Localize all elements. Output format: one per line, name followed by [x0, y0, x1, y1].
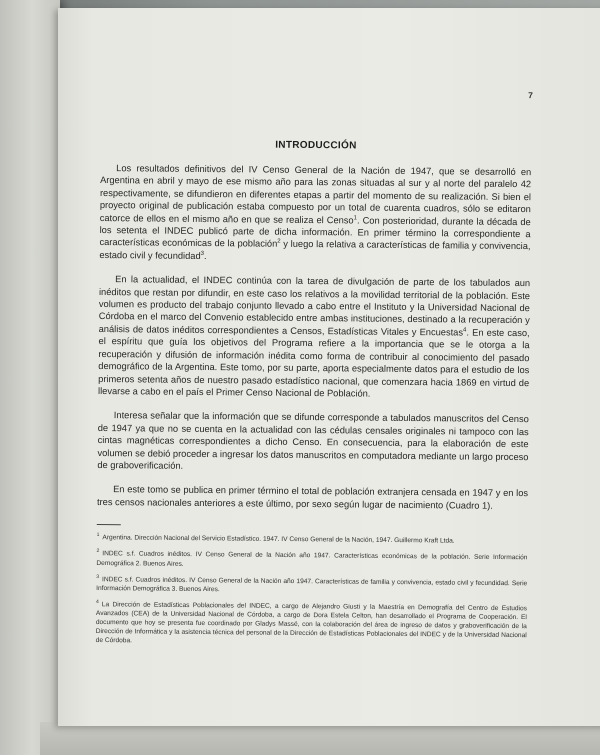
- footnote-ref-2: 2: [277, 239, 281, 246]
- footnote-ref-3: 3: [200, 250, 205, 257]
- paragraph-3-text: Interesa señalar que la información que se difunde corresponde a tabulados manuscritos del Censo de 1947 ya que no se cuenta en la actualidad con las cédulas censales originales ni tampoco con las cintas magnéticas correspondientes a dicho Censo. En consecuencia, para la elaboración de este volumen se debió proceder a ingresar los datos manuscritos en computadora mediante un largo proceso de graboverificación.: [97, 410, 529, 471]
- page-title: INTRODUCCIÓN: [275, 139, 357, 152]
- paragraph-1-part-b: . Con posterioridad, durante la década de los setenta el INDEC publicó parte de dicha información. En primer término la correspondiente a características económicas de la población: [99, 215, 531, 250]
- footnote-1-text: Argentina. Dirección Nacional del Servicio Estadístico. 1947. IV Censo General de la Nación, 1947. Guillermo Kraft Ltda.: [102, 534, 455, 545]
- footnote-4: [96, 598, 527, 649]
- paragraph-2-part-a: En la actualidad, el INDEC continúa con la tarea de divulgación de parte de los tabulados aun inéditos que restan por difundir, en este caso los relativos a la movilidad territorial de la población. Este volumen es producto del trabajo conjunto llevado a cabo entre el Instituto y la Universidad Nacional de Córdoba en el marco del Convenio establecido entre ambas instituciones, destinado a la recuperación y análisis de datos inéditos correspondientes a Censos, Estadísticas Vitales y Encuestas: [98, 274, 531, 338]
- footnote-4-text: La Dirección de Estadísticas Poblacionales del INDEC, a cargo de Alejandro Giusti y la Maestría en Demografía del Centro de Estudios Avanzados (CEA) de la Universidad Nacional de Córdoba, a cargo de Dora Estela Celton, han desarrollado el Programa de Cooperación. El documento que hoy se presenta fue coordinado por Gladys Massé, con la colaboración del área de ingreso de datos y graboverificación de la Dirección de Informática y la asistencia técnica del personal de la Dirección de Estadísticas Poblacionales del INDEC y de la Universidad Nacional de Córdoba.: [95, 600, 528, 645]
- footnote-2-mark: 2: [96, 548, 100, 555]
- page-number: 7: [528, 90, 533, 101]
- footnote-4-mark: 4: [96, 598, 99, 605]
- left-page-edge: [0, 0, 60, 755]
- paragraph-1: [99, 162, 531, 265]
- footnote-2-text: INDEC s.f. Cuadros inéditos. IV Censo General de la Nación año 1947. Características económicas de la población. Serie Información Demográfica 2. Buenos Aires.: [96, 550, 528, 568]
- paragraph-3: [97, 409, 529, 475]
- footnote-1-mark: 1: [96, 532, 100, 539]
- paragraph-1-part-a: Los resultados definitivos del IV Censo General de la Nación de 1947, que se desarrolló en Argentina en abril y mayo de ese mismo año para las zonas situadas al sur y al norte del paralelo 42 respectivamente, se difundieron en diferentes etapas a partir del momento de su realización. Si bien el proyecto original de publicación estaba compuesto por un total de cuarenta cuadros, sólo se editaron catorce de ellos en el mismo año en que se realiza el Censo: [99, 163, 532, 226]
- paragraph-1-part-d: .: [203, 250, 207, 261]
- footnote-2: [96, 547, 527, 571]
- paragraph-2-part-b: . En este caso, el espíritu que guía los objetivos del Programa refiere a la importancia que se le otorga a la recuperación y difusión de información inédita como forma de contribuir al conocimiento del pasado demográfico de la Argentina. Este tomo, por su parte, aporta especialmente datos para el estudio de los primeros setenta años de nuestro pasado estadístico nacional, que comenzara hacia 1869 en virtud de llevarse a cabo en el país el Primer Censo Nacional de Población.: [98, 327, 530, 399]
- body-text: [96, 162, 532, 654]
- footnote-ref-1: 1: [353, 214, 358, 221]
- footnote-3-text: INDEC s.f. Cuadros inéditos. IV Censo General de la Nación año 1947. Características de familia y convivencia, estado civil y fecundidad. Serie Información Demográfica 3. Buenos Aires.: [96, 575, 528, 593]
- footnote-3: [96, 573, 527, 597]
- paragraph-4: [97, 483, 528, 512]
- book-bottom-edge: [40, 722, 600, 755]
- footnote-ref-4: 4: [463, 327, 467, 334]
- paragraph-2: [98, 273, 530, 401]
- footnote-divider: [97, 524, 121, 525]
- footnote-1: [97, 531, 528, 546]
- footnote-3-mark: 3: [96, 573, 100, 580]
- paragraph-4-text: En este tomo se publica en primer término el total de población extranjera censada en 1947 y en los tres censos nacionales anteriores a este último, por sexo según lugar de nacimiento (Cuadro 1).: [96, 484, 529, 511]
- paragraph-1-part-c: y luego la relativa a características de familia y convivencia, estado civil y fecundidad: [99, 239, 531, 261]
